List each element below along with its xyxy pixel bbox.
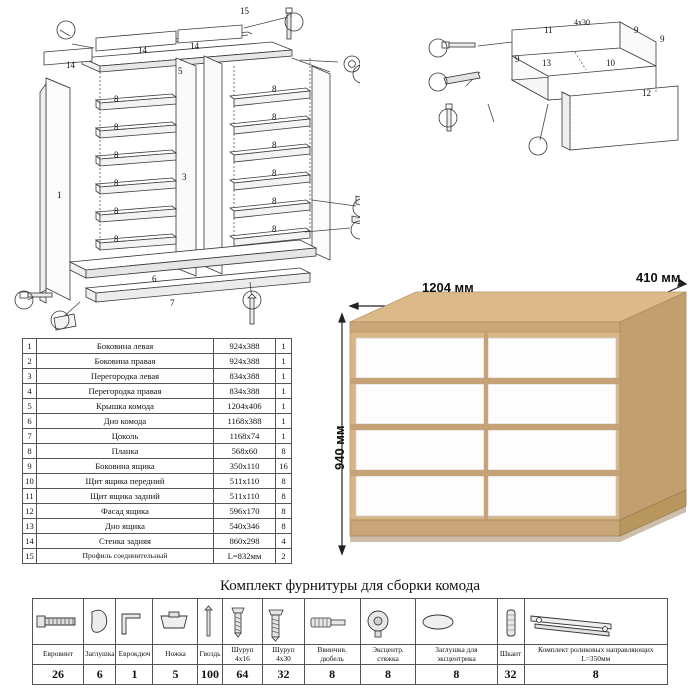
row-name: Щит ящика задний	[37, 489, 214, 504]
row-size: 1168х388	[214, 414, 276, 429]
drawer-hardware-icons	[442, 42, 480, 131]
row-qty: 1	[276, 384, 292, 399]
table-row	[23, 534, 292, 549]
row-number: 5	[23, 399, 37, 414]
nail-icon	[198, 599, 222, 645]
hardware-name: Комплект роликовых направляющих L=350мм	[524, 645, 667, 665]
callout-9-c: 9	[515, 54, 520, 64]
row-name: Цоколь	[37, 429, 214, 444]
cam-cover-icon	[416, 599, 497, 645]
product-render-svg	[320, 262, 692, 572]
row-name: Планка	[37, 444, 214, 459]
row-number: 15	[23, 549, 37, 564]
row-number: 7	[23, 429, 37, 444]
table-row	[23, 339, 292, 354]
drawer-exploded-svg	[420, 0, 700, 170]
row-number: 3	[23, 369, 37, 384]
table-row	[23, 369, 292, 384]
row-number: 12	[23, 504, 37, 519]
callout-8: 8	[114, 122, 119, 132]
callout-8: 8	[114, 94, 119, 104]
hardware-name: Эксцентр. стяжка	[360, 645, 416, 665]
callout-5: 5	[178, 66, 183, 76]
row-size: 924х388	[214, 339, 276, 354]
row-size: 350х110	[214, 459, 276, 474]
table-row	[23, 444, 292, 459]
callout-13: 13	[542, 58, 551, 68]
hardware-qty: 8	[360, 665, 416, 685]
table-row	[23, 354, 292, 369]
hardware-name: Шуруп 4х16	[222, 645, 263, 665]
callout-8: 8	[114, 150, 119, 160]
euro-screw-icon	[33, 599, 84, 645]
callout-8: 8	[272, 224, 277, 234]
row-qty: 8	[276, 504, 292, 519]
row-qty: 1	[276, 339, 292, 354]
hardware-name: Шуруп 4х30	[263, 645, 304, 665]
screw-4x30-icon	[263, 599, 304, 645]
hardware-name: Ножка	[153, 645, 198, 665]
drawer-slide-icon	[444, 72, 480, 84]
callout-9-b: 9	[660, 34, 665, 44]
hardware-name: Шкант	[497, 645, 524, 665]
row-number: 8	[23, 444, 37, 459]
callout-9-a: 9	[634, 25, 639, 35]
cam-lock-icon	[360, 599, 416, 645]
callout-4x30: 4х30	[574, 18, 590, 27]
table-row	[23, 384, 292, 399]
dowel-screw-icon	[304, 599, 360, 645]
product-photo-block	[320, 262, 692, 572]
callout-14-c: 14	[66, 60, 75, 70]
exploded-view-drawer	[420, 0, 700, 170]
row-number: 11	[23, 489, 37, 504]
row-qty: 16	[276, 459, 292, 474]
table-row	[23, 504, 292, 519]
hardware-qty: 1	[116, 665, 153, 685]
hardware-qty: 64	[222, 665, 263, 685]
drawer-slide-icon	[524, 599, 667, 645]
row-size: 834х388	[214, 369, 276, 384]
row-size: 596х170	[214, 504, 276, 519]
hardware-name: Заглушка	[84, 645, 116, 665]
callout-8: 8	[114, 234, 119, 244]
exploded-view-cabinet	[0, 0, 360, 340]
parts-table-body	[23, 339, 292, 564]
table-row	[23, 474, 292, 489]
row-name: Стенка задняя	[37, 534, 214, 549]
parts-table	[22, 338, 292, 564]
leg-icon	[153, 599, 198, 645]
row-number: 4	[23, 384, 37, 399]
callout-8: 8	[114, 178, 119, 188]
hardware-name: Еврокдюч	[116, 645, 153, 665]
hardware-qty: 32	[263, 665, 304, 685]
callout-14-b: 14	[190, 41, 199, 51]
callout-6: 6	[152, 274, 157, 284]
table-row	[23, 549, 292, 564]
hardware-qty-row	[33, 665, 668, 685]
callout-7: 7	[170, 298, 175, 308]
row-qty: 8	[276, 519, 292, 534]
dimension-height: 940 мм	[332, 425, 347, 470]
row-qty: 1	[276, 399, 292, 414]
row-qty: 1	[276, 414, 292, 429]
callout-8: 8	[272, 168, 277, 178]
hardware-qty: 6	[84, 665, 116, 685]
hardware-kit-table	[32, 598, 668, 685]
dimension-depth: 410 мм	[636, 270, 681, 285]
row-name: Крышка комода	[37, 399, 214, 414]
row-number: 1	[23, 339, 37, 354]
row-name: Дно ящика	[37, 519, 214, 534]
table-row	[23, 429, 292, 444]
callout-11: 11	[544, 25, 553, 35]
callout-14-a: 14	[138, 45, 147, 55]
callout-1: 1	[57, 190, 62, 200]
callout-12: 12	[642, 88, 651, 98]
row-name: Перегородка левая	[37, 369, 214, 384]
row-size: 1168х74	[214, 429, 276, 444]
row-qty: 8	[276, 489, 292, 504]
hardware-qty: 8	[524, 665, 667, 685]
screw-4x16-icon	[222, 599, 263, 645]
hardware-qty: 32	[497, 665, 524, 685]
hardware-names-row	[33, 645, 668, 665]
row-size: 1204х406	[214, 399, 276, 414]
callout-8: 8	[272, 140, 277, 150]
hardware-kit-title: Комплект фурнитуры для сборки комода	[219, 578, 480, 594]
row-qty: 8	[276, 444, 292, 459]
callout-15: 15	[240, 6, 249, 16]
table-row	[23, 489, 292, 504]
callout-8: 8	[272, 112, 277, 122]
row-number: 9	[23, 459, 37, 474]
row-name: Боковина левая	[37, 339, 214, 354]
row-qty: 1	[276, 354, 292, 369]
row-size: 511х110	[214, 489, 276, 504]
callout-8: 8	[272, 84, 277, 94]
hardware-name: Ввинчив. дюбель	[304, 645, 360, 665]
hardware-qty: 8	[416, 665, 497, 685]
row-qty: 8	[276, 474, 292, 489]
row-qty: 1	[276, 369, 292, 384]
dimension-width: 1204 мм	[422, 280, 474, 295]
cabinet-exploded-svg	[0, 0, 360, 340]
row-name: Боковина правая	[37, 354, 214, 369]
hardware-icons-row	[33, 599, 668, 645]
table-row	[23, 414, 292, 429]
row-size: 860х298	[214, 534, 276, 549]
callout-10: 10	[606, 58, 615, 68]
cap-plug-icon	[84, 599, 116, 645]
table-row	[23, 459, 292, 474]
row-name: Дно комода	[37, 414, 214, 429]
row-qty: 4	[276, 534, 292, 549]
hardware-name: Заглушка для эксцентрика	[416, 645, 497, 665]
dowel-screw-icon	[446, 104, 452, 109]
row-number: 10	[23, 474, 37, 489]
table-row	[23, 519, 292, 534]
hardware-name: Евровинт	[33, 645, 84, 665]
hardware-qty: 8	[304, 665, 360, 685]
table-row	[23, 399, 292, 414]
row-size: 540х346	[214, 519, 276, 534]
row-name: Боковина ящика	[37, 459, 214, 474]
row-name: Щит ящика передний	[37, 474, 214, 489]
row-number: 14	[23, 534, 37, 549]
row-number: 6	[23, 414, 37, 429]
row-size: 511х110	[214, 474, 276, 489]
row-qty: 1	[276, 429, 292, 444]
hardware-qty: 5	[153, 665, 198, 685]
callout-8: 8	[114, 206, 119, 216]
row-number: 13	[23, 519, 37, 534]
callout-8: 8	[272, 196, 277, 206]
row-size: 924х388	[214, 354, 276, 369]
row-number: 2	[23, 354, 37, 369]
row-qty: 2	[276, 549, 292, 564]
hardware-qty: 26	[33, 665, 84, 685]
row-size: 834х388	[214, 384, 276, 399]
row-size: 568х60	[214, 444, 276, 459]
dowel-icon	[497, 599, 524, 645]
row-name: Перегородка правая	[37, 384, 214, 399]
callout-3: 3	[182, 172, 187, 182]
hardware-qty: 100	[198, 665, 222, 685]
row-name: Фасад ящика	[37, 504, 214, 519]
euro-key-icon	[116, 599, 153, 645]
hardware-name: Гвоздь	[198, 645, 222, 665]
row-name: Профиль соединительный	[37, 549, 214, 564]
row-size: L=832мм	[214, 549, 276, 564]
